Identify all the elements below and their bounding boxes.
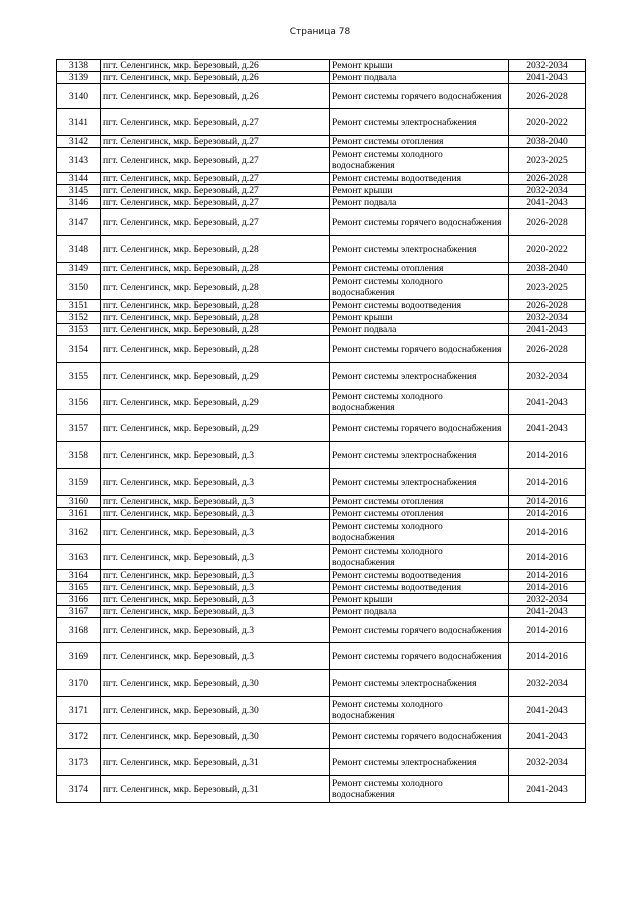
period-cell: 2032-2034 — [509, 363, 586, 390]
row-number-cell: 3141 — [57, 109, 101, 136]
table-row — [57, 508, 586, 520]
work-type-cell: Ремонт системы водоотведения — [330, 582, 509, 594]
table-row — [57, 724, 586, 749]
period-cell: 2032-2034 — [509, 60, 586, 72]
row-number-cell: 3169 — [57, 643, 101, 670]
period-cell: 2041-2043 — [509, 724, 586, 749]
period-cell: 2014-2016 — [509, 469, 586, 496]
table-row — [57, 275, 586, 300]
row-number-cell: 3165 — [57, 582, 101, 594]
work-type-cell: Ремонт системы водоотведения — [330, 300, 509, 312]
work-type-cell: Ремонт подвала — [330, 197, 509, 209]
period-cell: 2014-2016 — [509, 545, 586, 570]
row-number-cell: 3157 — [57, 415, 101, 442]
address-cell: пгт. Селенгинск, мкр. Березовый, д.3 — [101, 508, 330, 520]
row-number-cell: 3164 — [57, 570, 101, 582]
address-cell: пгт. Селенгинск, мкр. Березовый, д.27 — [101, 109, 330, 136]
address-cell: пгт. Селенгинск, мкр. Березовый, д.28 — [101, 312, 330, 324]
row-number-cell: 3158 — [57, 442, 101, 469]
work-type-cell: Ремонт системы холодного водоснабжения — [330, 776, 509, 803]
table-row — [57, 312, 586, 324]
period-cell: 2014-2016 — [509, 570, 586, 582]
table-row — [57, 236, 586, 263]
table-row — [57, 469, 586, 496]
row-number-cell: 3143 — [57, 148, 101, 173]
period-cell: 2026-2028 — [509, 173, 586, 185]
table-row — [57, 749, 586, 776]
address-cell: пгт. Селенгинск, мкр. Березовый, д.27 — [101, 197, 330, 209]
period-cell: 2041-2043 — [509, 324, 586, 336]
period-cell: 2014-2016 — [509, 442, 586, 469]
work-type-cell: Ремонт системы холодного водоснабжения — [330, 697, 509, 724]
address-cell: пгт. Селенгинск, мкр. Березовый, д.3 — [101, 594, 330, 606]
period-cell: 2032-2034 — [509, 312, 586, 324]
work-type-cell: Ремонт системы холодного водоснабжения — [330, 520, 509, 545]
period-cell: 2014-2016 — [509, 508, 586, 520]
row-number-cell: 3144 — [57, 173, 101, 185]
table-row — [57, 415, 586, 442]
table-row — [57, 520, 586, 545]
work-type-cell: Ремонт системы электроснабжения — [330, 670, 509, 697]
address-cell: пгт. Селенгинск, мкр. Березовый, д.27 — [101, 136, 330, 148]
address-cell: пгт. Селенгинск, мкр. Березовый, д.27 — [101, 209, 330, 236]
address-cell: пгт. Селенгинск, мкр. Березовый, д.28 — [101, 275, 330, 300]
row-number-cell: 3156 — [57, 390, 101, 415]
period-cell: 2032-2034 — [509, 749, 586, 776]
work-type-cell: Ремонт системы электроснабжения — [330, 363, 509, 390]
period-cell: 2041-2043 — [509, 72, 586, 84]
row-number-cell: 3147 — [57, 209, 101, 236]
period-cell: 2023-2025 — [509, 275, 586, 300]
table-row — [57, 109, 586, 136]
address-cell: пгт. Селенгинск, мкр. Березовый, д.3 — [101, 570, 330, 582]
repair-schedule-table — [56, 59, 586, 803]
work-type-cell: Ремонт системы холодного водоснабжения — [330, 390, 509, 415]
row-number-cell: 3142 — [57, 136, 101, 148]
row-number-cell: 3140 — [57, 84, 101, 109]
work-type-cell: Ремонт системы холодного водоснабжения — [330, 148, 509, 173]
period-cell: 2020-2022 — [509, 109, 586, 136]
table-row — [57, 148, 586, 173]
address-cell: пгт. Селенгинск, мкр. Березовый, д.3 — [101, 643, 330, 670]
work-type-cell: Ремонт системы водоотведения — [330, 173, 509, 185]
table-row — [57, 594, 586, 606]
table-row — [57, 173, 586, 185]
table-row — [57, 324, 586, 336]
work-type-cell: Ремонт системы электроснабжения — [330, 749, 509, 776]
table-row — [57, 209, 586, 236]
address-cell: пгт. Селенгинск, мкр. Березовый, д.26 — [101, 72, 330, 84]
work-type-cell: Ремонт системы горячего водоснабжения — [330, 84, 509, 109]
address-cell: пгт. Селенгинск, мкр. Березовый, д.30 — [101, 670, 330, 697]
work-type-cell: Ремонт крыши — [330, 60, 509, 72]
row-number-cell: 3150 — [57, 275, 101, 300]
row-number-cell: 3153 — [57, 324, 101, 336]
address-cell: пгт. Селенгинск, мкр. Березовый, д.3 — [101, 545, 330, 570]
address-cell: пгт. Селенгинск, мкр. Березовый, д.31 — [101, 749, 330, 776]
address-cell: пгт. Селенгинск, мкр. Березовый, д.30 — [101, 697, 330, 724]
table-row — [57, 363, 586, 390]
row-number-cell: 3162 — [57, 520, 101, 545]
work-type-cell: Ремонт подвала — [330, 72, 509, 84]
table-row — [57, 582, 586, 594]
address-cell: пгт. Селенгинск, мкр. Березовый, д.27 — [101, 148, 330, 173]
work-type-cell: Ремонт системы отопления — [330, 263, 509, 275]
table-row — [57, 84, 586, 109]
row-number-cell: 3139 — [57, 72, 101, 84]
work-type-cell: Ремонт системы горячего водоснабжения — [330, 415, 509, 442]
period-cell: 2032-2034 — [509, 185, 586, 197]
row-number-cell: 3172 — [57, 724, 101, 749]
address-cell: пгт. Селенгинск, мкр. Березовый, д.29 — [101, 363, 330, 390]
work-type-cell: Ремонт крыши — [330, 185, 509, 197]
address-cell: пгт. Селенгинск, мкр. Березовый, д.27 — [101, 185, 330, 197]
work-type-cell: Ремонт крыши — [330, 312, 509, 324]
table-row — [57, 336, 586, 363]
row-number-cell: 3174 — [57, 776, 101, 803]
address-cell: пгт. Селенгинск, мкр. Березовый, д.3 — [101, 442, 330, 469]
period-cell: 2041-2043 — [509, 776, 586, 803]
work-type-cell: Ремонт подвала — [330, 324, 509, 336]
period-cell: 2038-2040 — [509, 136, 586, 148]
address-cell: пгт. Селенгинск, мкр. Березовый, д.28 — [101, 300, 330, 312]
table-row — [57, 643, 586, 670]
address-cell: пгт. Селенгинск, мкр. Березовый, д.28 — [101, 236, 330, 263]
period-cell: 2026-2028 — [509, 84, 586, 109]
work-type-cell: Ремонт системы горячего водоснабжения — [330, 336, 509, 363]
work-type-cell: Ремонт системы холодного водоснабжения — [330, 545, 509, 570]
address-cell: пгт. Селенгинск, мкр. Березовый, д.3 — [101, 582, 330, 594]
row-number-cell: 3168 — [57, 618, 101, 643]
table-row — [57, 570, 586, 582]
work-type-cell: Ремонт системы отопления — [330, 508, 509, 520]
address-cell: пгт. Селенгинск, мкр. Березовый, д.26 — [101, 60, 330, 72]
period-cell: 2038-2040 — [509, 263, 586, 275]
period-cell: 2014-2016 — [509, 582, 586, 594]
row-number-cell: 3160 — [57, 496, 101, 508]
work-type-cell: Ремонт системы отопления — [330, 136, 509, 148]
address-cell: пгт. Селенгинск, мкр. Березовый, д.27 — [101, 173, 330, 185]
period-cell: 2026-2028 — [509, 209, 586, 236]
period-cell: 2026-2028 — [509, 300, 586, 312]
work-type-cell: Ремонт системы отопления — [330, 496, 509, 508]
row-number-cell: 3146 — [57, 197, 101, 209]
table-row — [57, 136, 586, 148]
work-type-cell: Ремонт подвала — [330, 606, 509, 618]
table-row — [57, 697, 586, 724]
address-cell: пгт. Селенгинск, мкр. Березовый, д.28 — [101, 263, 330, 275]
table-row — [57, 60, 586, 72]
work-type-cell: Ремонт крыши — [330, 594, 509, 606]
period-cell: 2014-2016 — [509, 520, 586, 545]
period-cell: 2041-2043 — [509, 606, 586, 618]
work-type-cell: Ремонт системы горячего водоснабжения — [330, 643, 509, 670]
table-row — [57, 545, 586, 570]
period-cell: 2026-2028 — [509, 336, 586, 363]
address-cell: пгт. Селенгинск, мкр. Березовый, д.29 — [101, 390, 330, 415]
row-number-cell: 3149 — [57, 263, 101, 275]
table-row — [57, 606, 586, 618]
table-row — [57, 263, 586, 275]
row-number-cell: 3154 — [57, 336, 101, 363]
address-cell: пгт. Селенгинск, мкр. Березовый, д.26 — [101, 84, 330, 109]
row-number-cell: 3151 — [57, 300, 101, 312]
address-cell: пгт. Селенгинск, мкр. Березовый, д.31 — [101, 776, 330, 803]
work-type-cell: Ремонт системы горячего водоснабжения — [330, 209, 509, 236]
work-type-cell: Ремонт системы холодного водоснабжения — [330, 275, 509, 300]
work-type-cell: Ремонт системы электроснабжения — [330, 469, 509, 496]
period-cell: 2014-2016 — [509, 643, 586, 670]
table-row — [57, 618, 586, 643]
work-type-cell: Ремонт системы электроснабжения — [330, 109, 509, 136]
work-type-cell: Ремонт системы горячего водоснабжения — [330, 724, 509, 749]
row-number-cell: 3163 — [57, 545, 101, 570]
row-number-cell: 3145 — [57, 185, 101, 197]
table-row — [57, 442, 586, 469]
work-type-cell: Ремонт системы горячего водоснабжения — [330, 618, 509, 643]
row-number-cell: 3138 — [57, 60, 101, 72]
period-cell: 2020-2022 — [509, 236, 586, 263]
address-cell: пгт. Селенгинск, мкр. Березовый, д.30 — [101, 724, 330, 749]
row-number-cell: 3170 — [57, 670, 101, 697]
table-row — [57, 197, 586, 209]
work-type-cell: Ремонт системы электроснабжения — [330, 236, 509, 263]
row-number-cell: 3166 — [57, 594, 101, 606]
period-cell: 2032-2034 — [509, 670, 586, 697]
period-cell: 2041-2043 — [509, 415, 586, 442]
row-number-cell: 3173 — [57, 749, 101, 776]
address-cell: пгт. Селенгинск, мкр. Березовый, д.3 — [101, 469, 330, 496]
work-type-cell: Ремонт системы электроснабжения — [330, 442, 509, 469]
page-number-header: Страница 78 — [289, 27, 351, 37]
table-row — [57, 670, 586, 697]
table-row — [57, 390, 586, 415]
row-number-cell: 3161 — [57, 508, 101, 520]
period-cell: 2014-2016 — [509, 618, 586, 643]
table-row — [57, 185, 586, 197]
period-cell: 2041-2043 — [509, 197, 586, 209]
row-number-cell: 3148 — [57, 236, 101, 263]
row-number-cell: 3152 — [57, 312, 101, 324]
table-row — [57, 300, 586, 312]
table-row — [57, 72, 586, 84]
work-type-cell: Ремонт системы водоотведения — [330, 570, 509, 582]
address-cell: пгт. Селенгинск, мкр. Березовый, д.3 — [101, 606, 330, 618]
period-cell: 2041-2043 — [509, 390, 586, 415]
period-cell: 2023-2025 — [509, 148, 586, 173]
row-number-cell: 3159 — [57, 469, 101, 496]
address-cell: пгт. Селенгинск, мкр. Березовый, д.28 — [101, 336, 330, 363]
period-cell: 2041-2043 — [509, 697, 586, 724]
table-row — [57, 496, 586, 508]
address-cell: пгт. Селенгинск, мкр. Березовый, д.28 — [101, 324, 330, 336]
table-row — [57, 776, 586, 803]
address-cell: пгт. Селенгинск, мкр. Березовый, д.3 — [101, 618, 330, 643]
table-body — [57, 60, 586, 803]
row-number-cell: 3167 — [57, 606, 101, 618]
address-cell: пгт. Селенгинск, мкр. Березовый, д.3 — [101, 496, 330, 508]
row-number-cell: 3171 — [57, 697, 101, 724]
address-cell: пгт. Селенгинск, мкр. Березовый, д.29 — [101, 415, 330, 442]
period-cell: 2032-2034 — [509, 594, 586, 606]
row-number-cell: 3155 — [57, 363, 101, 390]
address-cell: пгт. Селенгинск, мкр. Березовый, д.3 — [101, 520, 330, 545]
period-cell: 2014-2016 — [509, 496, 586, 508]
